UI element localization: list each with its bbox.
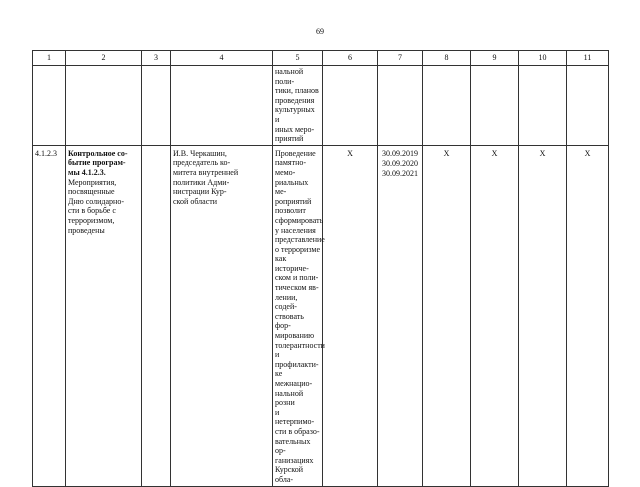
event-title-cell bbox=[66, 145, 142, 486]
text-line: иных меро- bbox=[275, 124, 315, 134]
table-cell bbox=[142, 66, 171, 146]
column-header: 5 bbox=[273, 51, 323, 66]
column-header: 3 bbox=[142, 51, 171, 66]
text-line: мы 4.1.2.3. bbox=[68, 167, 106, 177]
table-cell bbox=[378, 66, 423, 146]
text-line: нальной поли- bbox=[275, 67, 304, 86]
text-line: тическом яв- bbox=[275, 283, 319, 293]
table-row bbox=[33, 145, 609, 486]
text-line: толерантности bbox=[275, 340, 325, 350]
text-line: памятно- bbox=[275, 158, 307, 168]
text-line: роприятий bbox=[275, 196, 312, 206]
column-header: 6 bbox=[323, 51, 378, 66]
text-line: как историче- bbox=[275, 254, 309, 273]
text-line: культурных и bbox=[275, 105, 315, 124]
text-line: и профилакти- bbox=[275, 350, 319, 369]
text-line: о терроризме bbox=[275, 244, 320, 254]
column-header: 11 bbox=[567, 51, 609, 66]
text-line: бытие програм- bbox=[68, 158, 126, 168]
date-value: 30.09.2019 bbox=[382, 148, 418, 158]
dates-cell bbox=[378, 145, 423, 486]
column-header: 7 bbox=[378, 51, 423, 66]
table-cell bbox=[567, 66, 609, 146]
column-header: 1 bbox=[33, 51, 66, 66]
text-line: лении, содей- bbox=[275, 292, 298, 312]
text-line: проведены bbox=[68, 225, 105, 235]
date-value: 30.09.2020 bbox=[382, 158, 418, 168]
table-cell bbox=[423, 66, 471, 146]
text-line: и нетерпимо- bbox=[275, 407, 315, 427]
result-continued-cell bbox=[273, 66, 323, 146]
text-line: Дню солидарно- bbox=[68, 196, 124, 206]
result-cell bbox=[273, 145, 323, 486]
text-line: Курской обла- bbox=[275, 465, 304, 484]
table-row-continued bbox=[33, 66, 609, 146]
table-header-row bbox=[33, 51, 609, 66]
mark-cell: X bbox=[567, 145, 609, 486]
page-bottom-edge bbox=[0, 438, 640, 439]
mark-cell: X bbox=[423, 145, 471, 486]
responsible-cell bbox=[171, 145, 273, 486]
column-header: 2 bbox=[66, 51, 142, 66]
table-cell bbox=[171, 66, 273, 146]
column-header: 9 bbox=[471, 51, 519, 66]
table-cell bbox=[66, 66, 142, 146]
text-line: Контрольное со- bbox=[68, 148, 128, 158]
mark-cell: X bbox=[323, 145, 378, 486]
date-value: 30.09.2021 bbox=[382, 168, 418, 178]
text-line: проведения bbox=[275, 95, 315, 105]
text-line: представление bbox=[275, 235, 325, 245]
text-line: Мероприятия, bbox=[68, 177, 117, 187]
text-line: мированию bbox=[275, 331, 315, 341]
text-line: И.В. Черкашин, bbox=[173, 148, 227, 158]
column-header: 10 bbox=[519, 51, 567, 66]
text-line: Проведение bbox=[275, 148, 316, 158]
text-line: позволит bbox=[275, 206, 306, 216]
table-cell bbox=[323, 66, 378, 146]
text-line: митета внутренней bbox=[173, 167, 239, 177]
text-line: сти в борьбе с bbox=[68, 206, 116, 216]
table-cell bbox=[33, 66, 66, 146]
row-code: 4.1.2.3 bbox=[33, 145, 66, 486]
text-line: политики Адми- bbox=[173, 177, 230, 187]
plan-table bbox=[32, 50, 609, 487]
column-header: 4 bbox=[171, 51, 273, 66]
text-line: у населения bbox=[275, 225, 316, 235]
table-cell bbox=[519, 66, 567, 146]
column-header: 8 bbox=[423, 51, 471, 66]
text-line: председатель ко- bbox=[173, 158, 231, 168]
mark-cell: X bbox=[471, 145, 519, 486]
text-line: мемо- bbox=[275, 167, 296, 177]
text-line: посвященные bbox=[68, 187, 115, 197]
text-line: тики, планов bbox=[275, 86, 319, 96]
text-line: сти в образо- bbox=[275, 426, 320, 436]
text-line: нальной розни bbox=[275, 388, 304, 408]
mark-cell: X bbox=[519, 145, 567, 486]
text-line: риальных ме- bbox=[275, 177, 309, 197]
text-line: приятий bbox=[275, 134, 304, 144]
text-line: сформировать bbox=[275, 215, 324, 225]
text-line: ском и поли- bbox=[275, 273, 319, 283]
text-line: вательных ор- bbox=[275, 436, 311, 456]
text-line: ствовать фор- bbox=[275, 311, 304, 331]
table-cell bbox=[142, 145, 171, 486]
text-line: ганизациях bbox=[275, 455, 314, 465]
text-line: ке межнацио- bbox=[275, 369, 313, 388]
text-line: нистрации Кур- bbox=[173, 187, 227, 197]
text-line: ской области bbox=[173, 196, 218, 206]
table-cell bbox=[471, 66, 519, 146]
text-line: терроризмом, bbox=[68, 215, 115, 225]
page-number: 69 bbox=[316, 27, 324, 36]
